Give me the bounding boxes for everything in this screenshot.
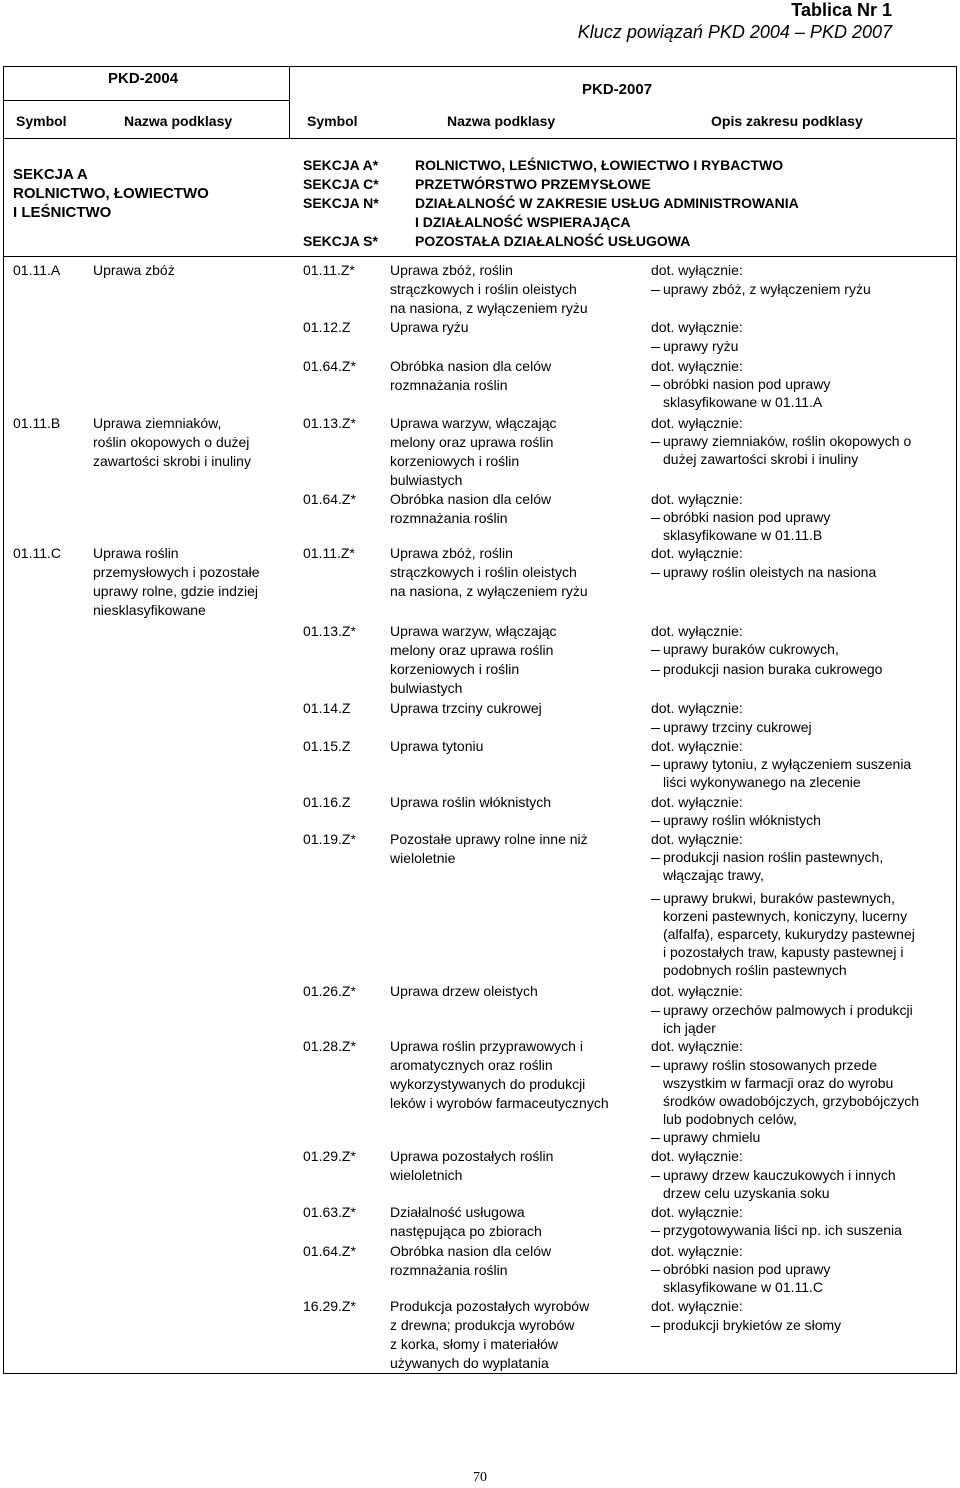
left-row-name: przemysłowych i pozostałe	[93, 564, 260, 580]
right-row-name: na nasiona, z wyłączeniem ryżu	[390, 300, 588, 316]
right-row-name: Pozostałe uprawy rolne inne niż	[390, 831, 588, 847]
right-row-code: 01.12.Z	[303, 319, 351, 335]
dash-bullet	[651, 573, 660, 574]
left-row-name: Uprawa roślin	[93, 545, 179, 561]
pkd2007-heading: PKD-2007	[582, 81, 653, 98]
table-title: Tablica Nr 1	[791, 0, 892, 20]
dash-bullet	[651, 385, 660, 386]
dot-label: dot. wyłącznie:	[651, 1038, 743, 1054]
table-border-left	[3, 66, 4, 1374]
dash-bullet	[651, 1011, 660, 1012]
scope-item-line: uprawy roślin oleistych na nasiona	[663, 564, 877, 580]
scope-item-line: uprawy brukwi, buraków pastewnych,	[663, 890, 895, 906]
right-row-code: 01.19.Z*	[303, 831, 356, 847]
scope-item-line: środków owadobójczych, grzybobójczych	[663, 1093, 920, 1109]
right-row-name: Uprawa roślin włóknistych	[390, 794, 552, 810]
right-row-name: strączkowych i roślin oleistych	[390, 281, 577, 297]
right-row-name: rozmnażania roślin	[390, 377, 508, 393]
scope-item-line: drzew celu uzyskania soku	[663, 1185, 830, 1201]
scope-item-line: włączając trawy,	[663, 867, 764, 883]
right-row-name: następująca po zbiorach	[390, 1223, 542, 1239]
vertical-divider	[289, 66, 290, 139]
dot-label: dot. wyłącznie:	[651, 358, 743, 374]
right-row-name: z korka, słomy i materiałów	[390, 1336, 559, 1352]
right-row-name: bulwiastych	[390, 472, 463, 488]
scope-item-line: korzeni pastewnych, koniczyny, lucerny	[663, 908, 908, 924]
right-row-name: Uprawa warzyw, włączając	[390, 415, 557, 431]
scope-item-line: lub podobnych celów,	[663, 1111, 797, 1127]
column-symbol-2004: Symbol	[16, 113, 67, 129]
dot-label: dot. wyłącznie:	[651, 831, 743, 847]
scope-item-line: sklasyfikowane w 01.11.A	[663, 394, 823, 410]
right-row-code: 01.15.Z	[303, 738, 351, 754]
right-row-name: leków i wyrobów farmaceutycznych	[390, 1095, 609, 1111]
scope-item-line: ich jąder	[663, 1020, 716, 1036]
left-row-name: uprawy rolne, gdzie indziej	[93, 583, 258, 599]
right-row-name: Uprawa tytoniu	[390, 738, 484, 754]
dash-bullet	[651, 1066, 660, 1067]
dot-label: dot. wyłącznie:	[651, 983, 743, 999]
section-name: ROLNICTWO, LEŚNICTWO, ŁOWIECTWO I RYBACTWO	[415, 157, 784, 173]
left-row-name: Uprawa ziemniaków,	[93, 415, 222, 431]
dot-label: dot. wyłącznie:	[651, 1298, 743, 1314]
section-code: SEKCJA S*	[303, 233, 378, 249]
scope-item-line: obróbki nasion pod uprawy	[663, 376, 831, 392]
dash-bullet	[651, 1138, 660, 1139]
section-left-line: ROLNICTWO, ŁOWIECTWO	[13, 185, 209, 202]
dot-label: dot. wyłącznie:	[651, 491, 743, 507]
section-left-line: SEKCJA A	[13, 166, 88, 183]
dash-bullet	[651, 290, 660, 291]
scope-item-line: produkcji nasion roślin pastewnych,	[663, 849, 884, 865]
section-code: SEKCJA A*	[303, 157, 379, 173]
right-row-code: 01.29.Z*	[303, 1148, 356, 1164]
right-row-name: korzeniowych i roślin	[390, 661, 520, 677]
dash-bullet	[651, 765, 660, 766]
dot-label: dot. wyłącznie:	[651, 623, 743, 639]
dot-label: dot. wyłącznie:	[651, 415, 743, 431]
right-row-name: Uprawa trzciny cukrowej	[390, 700, 542, 716]
right-row-name: rozmnażania roślin	[390, 1262, 508, 1278]
scope-item-line: i pozostałych traw, kapusty pastewnej i	[663, 944, 904, 960]
dot-label: dot. wyłącznie:	[651, 1148, 743, 1164]
right-row-code: 01.63.Z*	[303, 1204, 356, 1220]
dash-bullet	[651, 1326, 660, 1327]
right-row-name: melony oraz uprawa roślin	[390, 642, 554, 658]
scope-item-line: uprawy ryżu	[663, 338, 739, 354]
dot-label: dot. wyłącznie:	[651, 700, 743, 716]
scope-item-line: uprawy orzechów palmowych i produkcji	[663, 1002, 913, 1018]
right-row-name: Produkcja pozostałych wyrobów	[390, 1298, 590, 1314]
table-border-top	[3, 66, 957, 67]
scope-item-line: sklasyfikowane w 01.11.B	[663, 527, 823, 543]
dash-bullet	[651, 1231, 660, 1232]
header-divider-columns	[3, 138, 957, 139]
header-divider-section	[3, 256, 957, 257]
scope-item-line: przygotowywania liści np. ich suszenia	[663, 1222, 902, 1238]
right-row-name: Uprawa pozostałych roślin	[390, 1148, 554, 1164]
right-row-code: 01.28.Z*	[303, 1038, 356, 1054]
scope-item-line: uprawy zbóż, z wyłączeniem ryżu	[663, 281, 871, 297]
dot-label: dot. wyłącznie:	[651, 262, 743, 278]
pkd2004-heading: PKD-2004	[108, 70, 179, 87]
dash-bullet	[651, 1176, 660, 1177]
scope-item-line: obróbki nasion pod uprawy	[663, 1261, 831, 1277]
right-row-code: 01.11.Z*	[303, 262, 355, 278]
right-row-code: 01.64.Z*	[303, 358, 356, 374]
scope-item-line: produkcji nasion buraka cukrowego	[663, 661, 883, 677]
section-name: PRZETWÓRSTWO PRZEMYSŁOWE	[415, 176, 651, 192]
page-number: 70	[473, 1470, 487, 1485]
dot-label: dot. wyłącznie:	[651, 1204, 743, 1220]
dash-bullet	[651, 728, 660, 729]
dash-bullet	[651, 899, 660, 900]
dash-bullet	[651, 347, 660, 348]
right-row-name: Uprawa zbóż, roślin	[390, 545, 513, 561]
scope-item-line: uprawy roślin włóknistych	[663, 812, 821, 828]
scope-item-line: sklasyfikowane w 01.11.C	[663, 1279, 824, 1295]
scope-item-line: uprawy tytoniu, z wyłączeniem suszenia	[663, 756, 912, 772]
scope-item-line: obróbki nasion pod uprawy	[663, 509, 831, 525]
right-row-name: Uprawa warzyw, włączając	[390, 623, 557, 639]
right-row-code: 01.64.Z*	[303, 491, 356, 507]
column-scope: Opis zakresu podklasy	[711, 113, 863, 129]
left-row-name: niesklasyfikowane	[93, 602, 206, 618]
scope-item-line: uprawy trzciny cukrowej	[663, 719, 812, 735]
left-row-name: roślin okopowych o dużej	[93, 434, 250, 450]
right-row-name: Obróbka nasion dla celów	[390, 1243, 552, 1259]
right-row-name: z drewna; produkcja wyrobów	[390, 1317, 575, 1333]
right-row-name: wieloletnich	[390, 1167, 463, 1183]
dot-label: dot. wyłącznie:	[651, 319, 743, 335]
section-code: SEKCJA C*	[303, 176, 379, 192]
right-row-code: 01.13.Z*	[303, 415, 356, 431]
right-row-name: rozmnażania roślin	[390, 510, 508, 526]
scope-item-line: dużej zawartości skrobi i inuliny	[663, 451, 859, 467]
right-row-name: Obróbka nasion dla celów	[390, 491, 552, 507]
right-row-code: 01.11.Z*	[303, 545, 355, 561]
left-row-name: Uprawa zbóż	[93, 262, 175, 278]
right-row-name: Uprawa roślin przyprawowych i	[390, 1038, 583, 1054]
right-row-code: 01.16.Z	[303, 794, 351, 810]
right-row-code: 01.26.Z*	[303, 983, 356, 999]
column-symbol-2007: Symbol	[307, 113, 358, 129]
section-name: DZIAŁALNOŚĆ W ZAKRESIE USŁUG ADMINISTROWANIA	[415, 195, 799, 211]
table-border-bottom	[3, 1373, 957, 1374]
right-row-code: 01.13.Z*	[303, 623, 356, 639]
table-border-right	[956, 66, 957, 1374]
scope-item-line: produkcji brykietów ze słomy	[663, 1317, 842, 1333]
right-row-name: używanych do wyplatania	[390, 1355, 549, 1371]
right-row-code: 16.29.Z*	[303, 1298, 356, 1314]
dash-bullet	[651, 858, 660, 859]
dot-label: dot. wyłącznie:	[651, 738, 743, 754]
section-name: I DZIAŁALNOŚĆ WSPIERAJĄCA	[415, 214, 631, 230]
table-subtitle: Klucz powiązań PKD 2004 – PKD 2007	[577, 22, 892, 42]
dash-bullet	[651, 518, 660, 519]
section-name: POZOSTAŁA DZIAŁALNOŚĆ USŁUGOWA	[415, 233, 691, 249]
scope-item-line: uprawy buraków cukrowych,	[663, 641, 839, 657]
right-row-name: na nasiona, z wyłączeniem ryżu	[390, 583, 588, 599]
header-divider-pkd2004	[3, 100, 289, 101]
left-row-code: 01.11.B	[13, 415, 61, 431]
section-left-line: I LEŚNICTWO	[13, 204, 112, 221]
left-row-code: 01.11.C	[13, 545, 61, 561]
right-row-name: Obróbka nasion dla celów	[390, 358, 552, 374]
right-row-name: wieloletnie	[390, 850, 456, 866]
right-row-name: Uprawa drzew oleistych	[390, 983, 538, 999]
scope-item-line: liści wykonywanego na zlecenie	[663, 774, 861, 790]
column-name-2007: Nazwa podklasy	[447, 113, 556, 129]
right-row-code: 01.14.Z	[303, 700, 351, 716]
dot-label: dot. wyłącznie:	[651, 545, 743, 561]
right-row-name: bulwiastych	[390, 680, 463, 696]
right-row-name: Uprawa zbóż, roślin	[390, 262, 513, 278]
dash-bullet	[651, 650, 660, 651]
dot-label: dot. wyłącznie:	[651, 794, 743, 810]
right-row-name: aromatycznych oraz roślin	[390, 1057, 553, 1073]
right-row-name: melony oraz uprawa roślin	[390, 434, 554, 450]
right-row-name: Działalność usługowa	[390, 1204, 525, 1220]
left-row-code: 01.11.A	[13, 262, 61, 278]
scope-item-line: uprawy roślin stosowanych przede	[663, 1057, 877, 1073]
right-row-name: strączkowych i roślin oleistych	[390, 564, 577, 580]
right-row-name: korzeniowych i roślin	[390, 453, 520, 469]
right-row-name: wykorzystywanych do produkcji	[390, 1076, 586, 1092]
dot-label: dot. wyłącznie:	[651, 1243, 743, 1259]
right-row-code: 01.64.Z*	[303, 1243, 356, 1259]
dash-bullet	[651, 1270, 660, 1271]
dash-bullet	[651, 670, 660, 671]
column-name-2004: Nazwa podklasy	[124, 113, 233, 129]
scope-item-line: (alfalfa), esparcety, kukurydzy pastewnej	[663, 926, 915, 942]
scope-item-line: uprawy ziemniaków, roślin okopowych o	[663, 433, 912, 449]
scope-item-line: uprawy drzew kauczukowych i innych	[663, 1167, 896, 1183]
scope-item-line: podobnych roślin pastewnych	[663, 962, 847, 978]
dash-bullet	[651, 442, 660, 443]
section-code: SEKCJA N*	[303, 195, 379, 211]
left-row-name: zawartości skrobi i inuliny	[93, 453, 251, 469]
scope-item-line: uprawy chmielu	[663, 1129, 761, 1145]
right-row-name: Uprawa ryżu	[390, 319, 469, 335]
scope-item-line: wszystkim w farmacji oraz do wyrobu	[663, 1075, 894, 1091]
dash-bullet	[651, 821, 660, 822]
